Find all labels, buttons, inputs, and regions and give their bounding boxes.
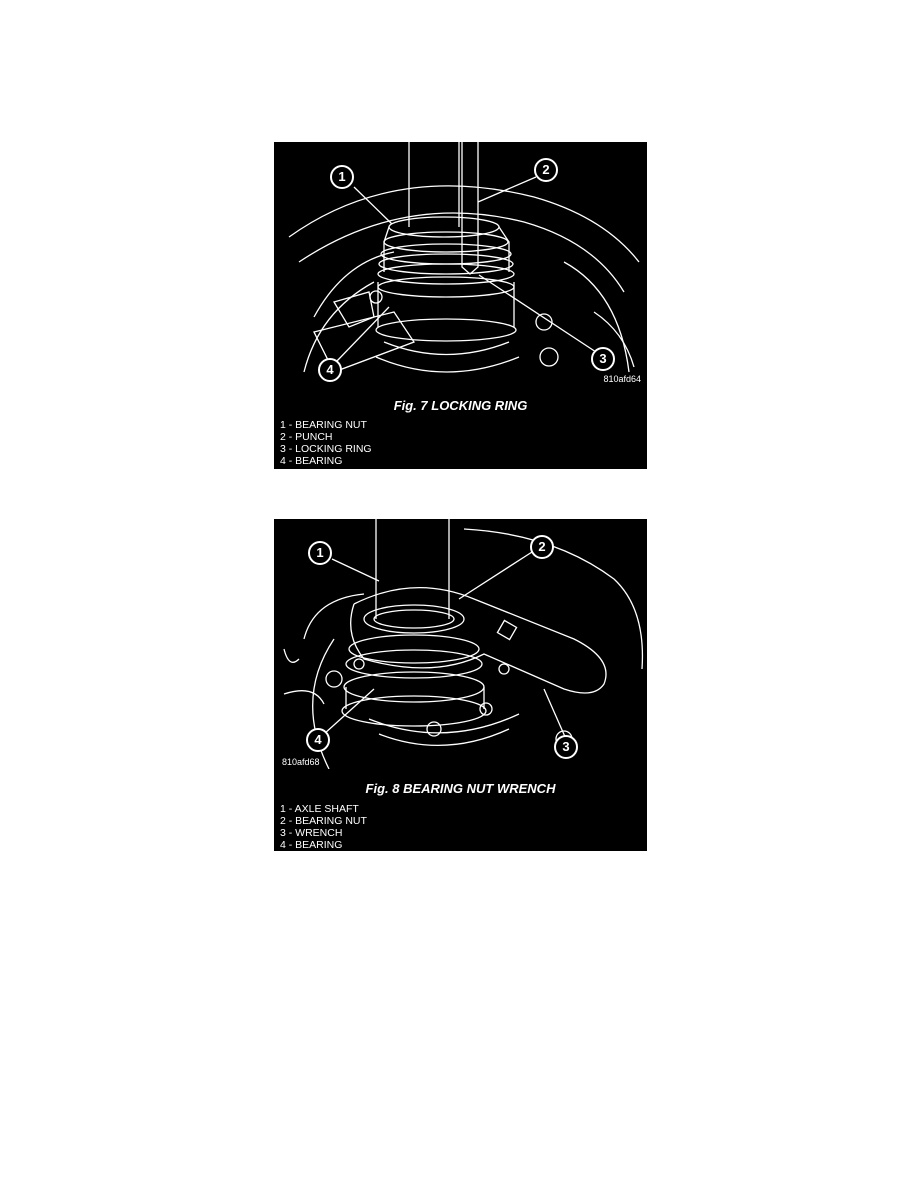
callout-1: 1 <box>330 165 354 189</box>
figure-code: 810afd64 <box>603 374 641 384</box>
figure-7 <box>274 142 647 469</box>
legend-item: 4 - BEARING <box>280 839 343 851</box>
callout-4: 4 <box>318 358 342 382</box>
callout-3: 3 <box>554 735 578 759</box>
figure-caption: Fig. 7 LOCKING RING <box>393 398 528 413</box>
callout-1: 1 <box>308 541 332 565</box>
callout-2: 2 <box>534 158 558 182</box>
figure-8 <box>274 519 647 851</box>
legend-item: 2 - PUNCH <box>280 431 333 443</box>
legend-item: 4 - BEARING <box>280 455 343 467</box>
callout-3: 3 <box>591 347 615 371</box>
figure-caption: Fig. 8 BEARING NUT WRENCH <box>365 781 556 796</box>
legend-item: 2 - BEARING NUT <box>280 815 367 827</box>
legend-item: 1 - AXLE SHAFT <box>280 803 359 815</box>
legend-item: 3 - LOCKING RING <box>280 443 372 455</box>
legend-item: 3 - WRENCH <box>280 827 343 839</box>
legend <box>280 803 367 851</box>
callout-4: 4 <box>306 728 330 752</box>
figure-code: 810afd68 <box>282 757 320 767</box>
callout-2: 2 <box>530 535 554 559</box>
legend-item: 1 - BEARING NUT <box>280 419 367 431</box>
legend <box>280 419 372 467</box>
